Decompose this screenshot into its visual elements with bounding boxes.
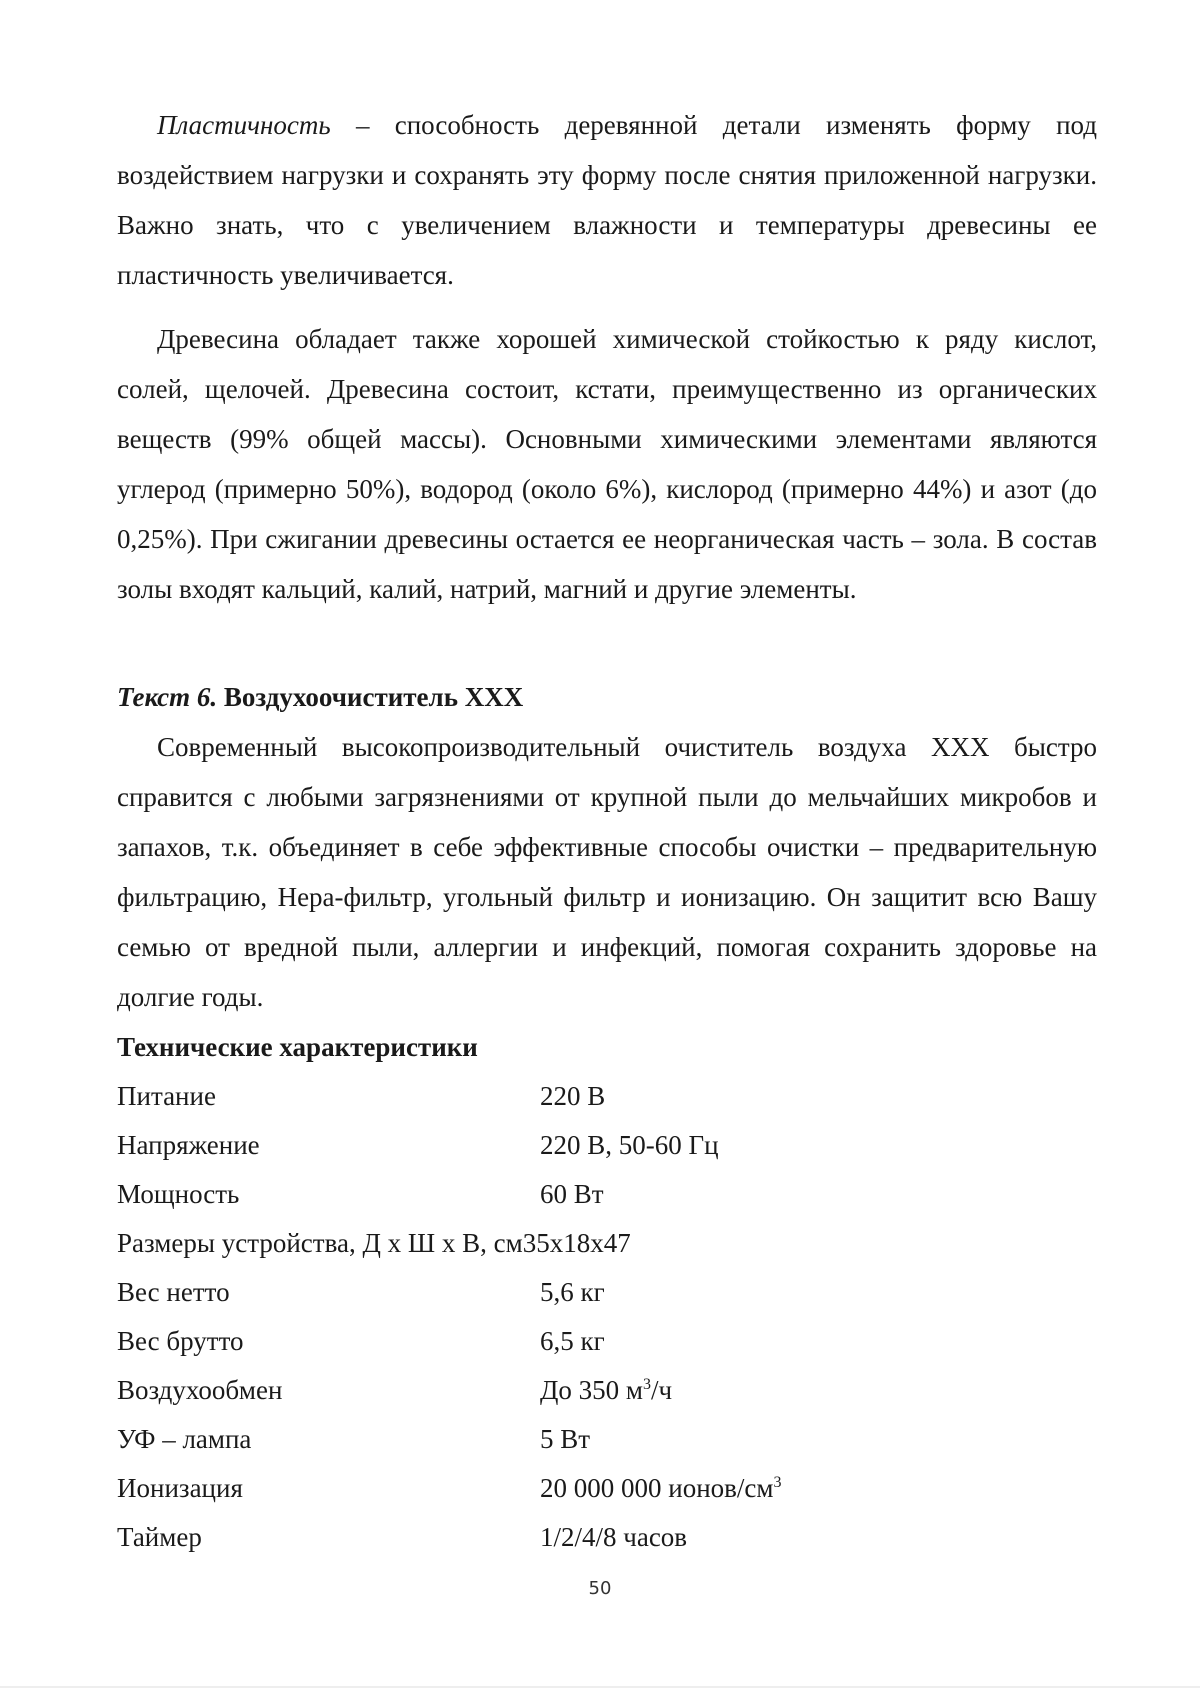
spec-value <box>540 1366 672 1415</box>
spec-value <box>540 1464 781 1513</box>
document-body <box>117 100 1097 1562</box>
spec-label: Питание <box>117 1072 540 1121</box>
specs-table <box>117 1072 1097 1562</box>
spec-row <box>117 1121 1097 1170</box>
scan-edge <box>0 1686 1200 1688</box>
spec-label: Напряжение <box>117 1121 540 1170</box>
spec-value-text: 20 000 000 ионов/см <box>540 1473 773 1503</box>
spec-value <box>540 1415 590 1464</box>
spec-value-text: 1/2/4/8 часов <box>540 1522 687 1552</box>
spec-value-text: 5,6 кг <box>540 1277 605 1307</box>
spec-row <box>117 1219 1097 1268</box>
spec-value-unit: /ч <box>651 1375 672 1405</box>
specs-heading: Технические характеристики <box>117 1022 1097 1072</box>
spec-value <box>540 1072 605 1121</box>
spec-label: УФ – лампа <box>117 1415 540 1464</box>
spec-value-text: 220 В, 50-60 Гц <box>540 1130 719 1160</box>
spec-label: Воздухообмен <box>117 1366 540 1415</box>
superscript: 3 <box>643 1376 651 1393</box>
spec-value <box>540 1317 605 1366</box>
term-plasticity: Пластичность <box>157 110 331 140</box>
spec-label: Мощность <box>117 1170 540 1219</box>
spec-value <box>540 1121 719 1170</box>
spec-row <box>117 1268 1097 1317</box>
spec-label: Ионизация <box>117 1464 540 1513</box>
paragraph-chemistry: Древесина обладает также хорошей химической стойкостью к ряду кислот, солей, щелочей. Древесина состоит, кстати, преимущественно из органических веществ (99% общей массы). Основными химическими элементами являются углерод (примерно 50%), водород (около 6%), кислород (примерно 44%) и азот (до 0,25%). При сжигании древесины остается ее неорганическая часть – зола. В состав золы входят кальций, калий, натрий, магний и другие элементы. <box>117 314 1097 614</box>
spec-row <box>117 1513 1097 1562</box>
page-number: 50 <box>0 1578 1200 1599</box>
spec-label: Таймер <box>117 1513 540 1562</box>
spec-row <box>117 1072 1097 1121</box>
superscript: 3 <box>773 1474 781 1491</box>
section-heading: Текст 6. Воздухоочиститель XXX <box>117 672 1097 722</box>
spec-value <box>540 1268 605 1317</box>
paragraph-purifier: Современный высокопроизводительный очиститель воздуха XXX быстро справится с любыми загрязнениями от крупной пыли до мельчайших микробов и запахов, т.к. объединяет в себе эффективные способы очистки – предварительную фильтрацию, Hepa-фильтр, угольный фильтр и ионизацию. Он защитит всю Вашу семью от вредной пыли, аллергии и инфекций, помогая сохранить здоровье на долгие годы. <box>117 722 1097 1022</box>
spec-label: Вес брутто <box>117 1317 540 1366</box>
spec-row <box>117 1464 1097 1513</box>
spec-label: Размеры устройства, Д х Ш х В, см35х18х47 <box>117 1219 631 1268</box>
spec-row <box>117 1170 1097 1219</box>
spec-row <box>117 1415 1097 1464</box>
spec-value-text: 5 Вт <box>540 1424 590 1454</box>
spec-value <box>540 1170 604 1219</box>
spec-value-text: 220 В <box>540 1081 605 1111</box>
paragraph-plasticity: Пластичность – способность деревянной детали изменять форму под воздействием нагрузки и сохранять эту форму после снятия приложенной нагрузки. Важно знать, что с увеличением влажности и температуры древесины ее пластичность увеличивается. <box>117 100 1097 300</box>
spec-row <box>117 1317 1097 1366</box>
spec-value-text: До 350 м <box>540 1375 643 1405</box>
spec-row <box>117 1366 1097 1415</box>
spec-value-text: 60 Вт <box>540 1179 604 1209</box>
spec-label: Вес нетто <box>117 1268 540 1317</box>
spec-value-text: 6,5 кг <box>540 1326 605 1356</box>
spec-value <box>540 1513 687 1562</box>
